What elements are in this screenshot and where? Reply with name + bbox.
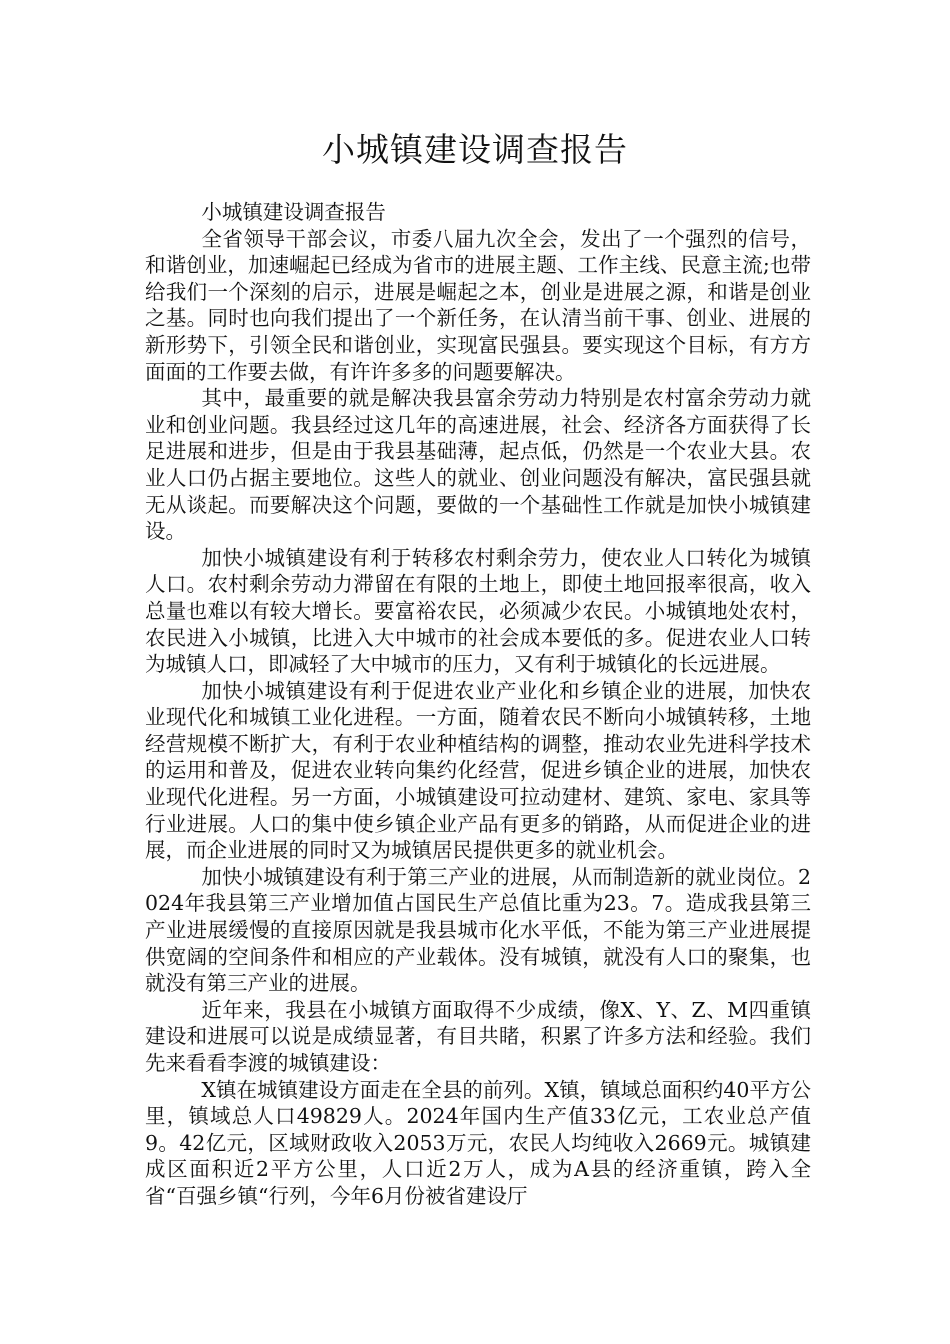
paragraph: 近年来，我县在小城镇方面取得不少成绩，像X、Y、Z、M四重镇建设和进展可以说是成绩显著，有目共睹，积累了许多方法和经验。我们先来看看李渡的城镇建设： xyxy=(145,997,811,1075)
paragraph: 其中，最重要的就是解决我县富余劳动力特别是农村富余劳动力就业和创业问题。我县经过这几年的高速进展，社会、经济各方面获得了长足进展和进步，但是由于我县基础薄，起点低，仍然是一个农业大县。农业人口仍占据主要地位。这些人的就业、创业问题没有解决，富民强县就无从谈起。而要解决这个问题，要做的一个基础性工作就是加快小城镇建设。 xyxy=(145,386,811,544)
paragraph: 加快小城镇建设有利于第三产业的进展，从而制造新的就业岗位。2024年我县第三产业增加值占国民生产总值比重为23。7。造成我县第三产业进展缓慢的直接原因就是我县城市化水平低，不能为第三产业进展提供宽阔的空间条件和相应的产业载体。没有城镇，就没有人口的聚集，也就没有第三产业的进展。 xyxy=(145,864,811,996)
paragraph: 加快小城镇建设有利于促进农业产业化和乡镇企业的进展，加快农业现代化和城镇工业化进程。一方面，随着农民不断向小城镇转移，土地经营规模不断扩大，有利于农业种植结构的调整，推动农业先进科学技术的运用和普及，促进农业转向集约化经营，促进乡镇企业的进展，加快农业现代化进程。另一方面，小城镇建设可拉动建材、建筑、家电、家具等行业进展。人口的集中使乡镇企业产品有更多的销路，从而促进企业的进展，而企业进展的同时又为城镇居民提供更多的就业机会。 xyxy=(145,678,811,863)
document-body xyxy=(145,199,811,1210)
paragraph: 加快小城镇建设有利于转移农村剩余劳力，使农业人口转化为城镇人口。农村剩余劳动力滞留在有限的土地上，即使土地回报率很高，收入总量也难以有较大增长。要富裕农民，必须减少农民。小城镇地处农村，农民进入小城镇，比进入大中城市的社会成本要低的多。促进农业人口转为城镇人口，即减轻了大中城市的压力，又有利于城镇化的长远进展。 xyxy=(145,545,811,677)
document-title: 小城镇建设调查报告 xyxy=(322,130,628,169)
paragraph: 小城镇建设调查报告 xyxy=(201,200,386,224)
paragraph: X镇在城镇建设方面走在全县的前列。X镇，镇域总面积约40平方公里，镇域总人口49829人。2024年国内生产值33亿元，工农业总产值9。42亿元，区域财政收入2053万元，农民人均纯收入2669元。城镇建成区面积近2平方公里，人口近2万人，成为A县的经济重镇，跨入全省“百强乡镇“行列，今年6月份被省建设厅 xyxy=(145,1077,811,1208)
paragraph: 全省领导干部会议，市委八届九次全会，发出了一个强烈的信号，和谐创业，加速崛起已经成为省市的进展主题、工作主线、民意主流;也带给我们一个深刻的启示，进展是崛起之本，创业是进展之源，和谐是创业之基。同时也向我们提出了一个新任务，在认清当前干事、创业、进展的新形势下，引领全民和谐创业，实现富民强县。要实现这个目标，有方方面面的工作要去做，有许许多多的问题要解决。 xyxy=(145,226,811,384)
